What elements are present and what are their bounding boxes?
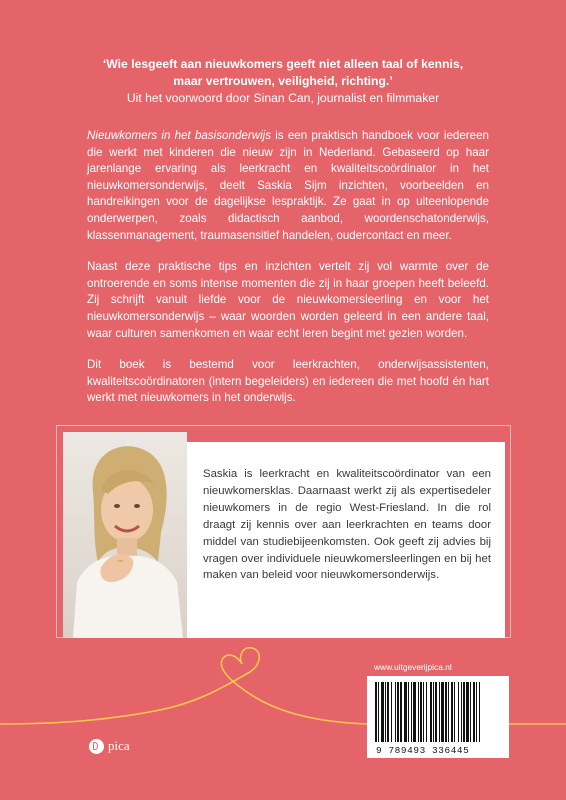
quote-line-1: ‘Wie lesgeeft aan nieuwkomers geeft niet alleen taal of kennis,	[102, 57, 464, 71]
barcode-bar	[479, 682, 480, 742]
barcode-bar	[385, 682, 386, 742]
isbn-number: 9 789493 336445	[376, 745, 470, 756]
barcode-bar	[441, 682, 444, 742]
barcode-bar	[461, 682, 462, 742]
barcode-bar	[391, 682, 392, 742]
quote-line-2: maar vertrouwen, veiligheid, richting.’	[173, 74, 393, 88]
barcode-bar	[387, 682, 389, 742]
barcode-bar	[400, 682, 402, 742]
book-title: Nieuwkomers in het basisonderwijs	[87, 129, 272, 142]
barcode-bar	[466, 682, 469, 742]
author-portrait-illustration	[63, 432, 187, 638]
barcode-bar	[430, 682, 432, 742]
quote-attribution: Uit het voorwoord door Sinan Can, journalist en filmmaker	[126, 91, 440, 105]
author-photo	[63, 432, 187, 638]
author-bio: Saskia is leerkracht en kwaliteitscoördinator van een nieuwkomersklas. Daarnaast werkt zij als expertisedeler nieuwkomers in de regio West-Friesland. In die rol draagt zij kennis over aan leerkrachten en teams door middel van studiebijeenkomsten. Ook geeft zij advies bij vragen over individuele nieuwkomersleerlingen en bij het maken van beleid voor nieuwkomersonderwijs.	[203, 468, 491, 582]
barcode-bar	[381, 682, 384, 742]
barcode-bar	[433, 682, 434, 742]
blurb-paragraph-2: Naast deze praktische tips en inzichten vertelt zij vol warmte over de ontroerende en soms intense momenten die zij in haar groepen heeft beleefd. Zij schrijft vanuit liefde voor de nieuwkomersleerling en voor het nieuwkomersonderwijs – waar woorden worden geleerd in een andere taal, waar culturen samenkomen en waar echt leren begint met gezien worden.	[87, 260, 489, 340]
blurb-paragraph-1	[87, 128, 489, 244]
barcode-bar	[397, 682, 399, 742]
barcode-bar	[451, 682, 453, 742]
barcode-bar	[470, 682, 471, 742]
publisher-name: pica	[108, 738, 130, 753]
back-cover-quote	[70, 56, 496, 107]
publisher-url[interactable]: www.uitgeverijpica.nl	[374, 662, 452, 672]
barcode-bar	[476, 682, 477, 742]
barcode-bar	[418, 682, 419, 742]
barcode-bar	[375, 682, 377, 742]
barcode-bar	[463, 682, 465, 742]
barcode-bar	[435, 682, 437, 742]
barcode-bar	[454, 682, 455, 742]
barcode-bar	[458, 682, 459, 742]
barcode-bar	[378, 682, 379, 742]
pica-logo-icon	[89, 739, 104, 754]
barcode-bar	[473, 682, 475, 742]
barcode-bar	[439, 682, 440, 742]
blurb-paragraph-3: Dit boek is bestemd voor leerkrachten, onderwijsassistenten, kwaliteitscoördinatoren (intern begeleiders) en iedereen die met hoofd én hart werkt met nieuwkomers in het onderwijs.	[87, 358, 489, 405]
barcode-bar	[423, 682, 424, 742]
barcode-bar	[395, 682, 396, 742]
barcode-bar	[426, 682, 427, 742]
barcode-bar	[408, 682, 409, 742]
barcode-bar	[420, 682, 422, 742]
barcode-bar	[413, 682, 416, 742]
barcode-bar	[411, 682, 412, 742]
blurb	[87, 128, 489, 422]
barcode-bar	[448, 682, 449, 742]
barcode-bar	[445, 682, 447, 742]
publisher-logo	[89, 738, 130, 754]
barcode-bar	[404, 682, 407, 742]
blurb-paragraph-1-text: is een praktisch handboek voor iedereen die werkt met kinderen die nieuw zijn in Nederland. Gebaseerd op haar jarenlange ervaring als leerkracht en kwaliteitscoördinator in het nieuwkomersonderwijs, deelt Saskia Sijm inzichten, voorbeelden en handreikingen voor de dagelijkse lespraktijk. Ze gaat in op uiteenlopende onderwerpen, zoals didactisch aanbod, woordenschatonderwijs, klassenmanagement, traumasensitief handelen, oudercontact en meer.	[87, 129, 489, 242]
